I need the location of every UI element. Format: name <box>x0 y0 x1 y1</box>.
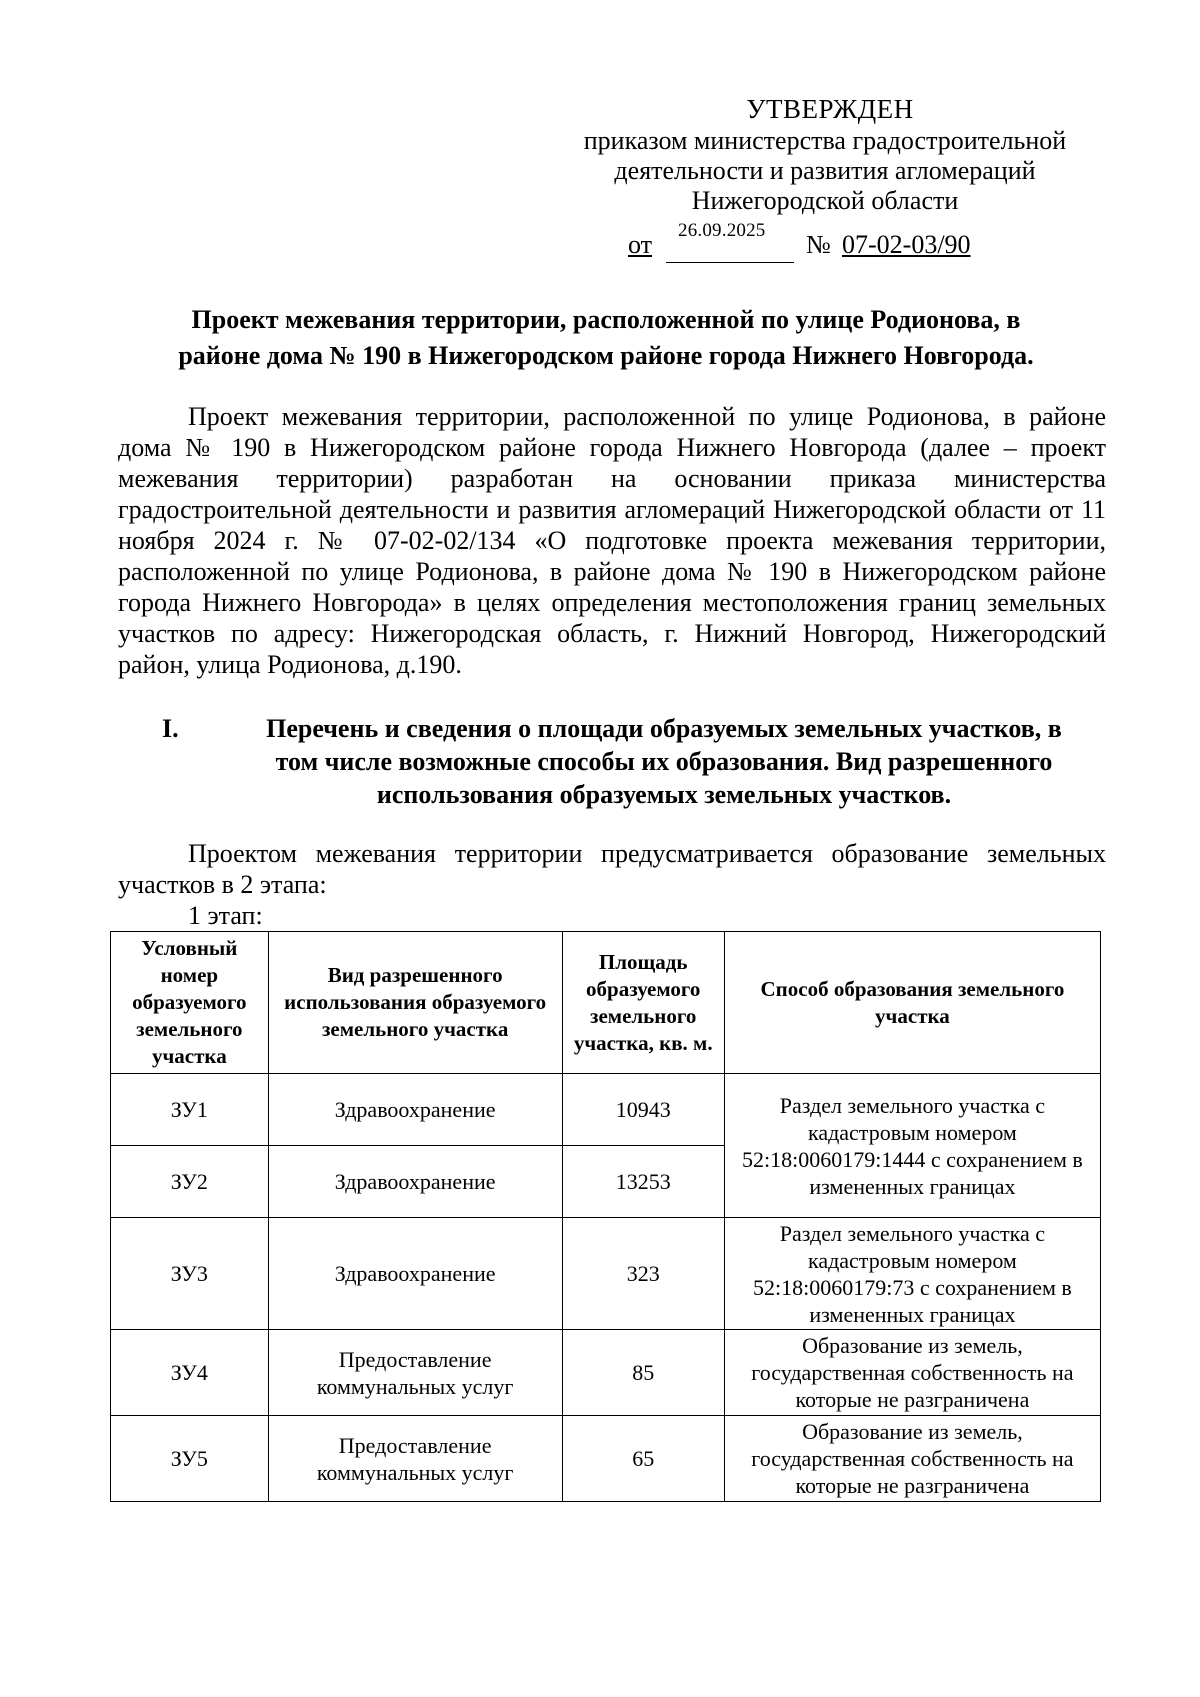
heading-line-2: районе дома № 190 в Нижегородском районе города Нижнего Новгорода. <box>178 341 1034 370</box>
stages-paragraph: Проектом межевания территории предусматривается образование земельных участков в 2 этапа: <box>118 839 1106 899</box>
order-date: 26.09.2025 <box>678 220 766 241</box>
land-plots-table <box>110 931 1101 1502</box>
cell-plot-number: ЗУ2 <box>111 1146 269 1218</box>
cell-area: 85 <box>562 1330 724 1416</box>
table-row <box>111 1416 1101 1502</box>
order-reference <box>628 220 1008 266</box>
cell-formation-method: Раздел земельного участка с кадастровым номером 52:18:0060179:1444 с сохранением в измененных границах <box>724 1074 1100 1218</box>
cell-formation-method: Образование из земель, государственная собственность на которые не разграничена <box>724 1330 1100 1416</box>
table-row <box>111 1330 1101 1416</box>
section-title-line-3: использования образуемых земельных участков. <box>376 780 952 809</box>
order-number-sign: № <box>806 230 831 259</box>
cell-formation-method: Раздел земельного участка с кадастровым номером 52:18:0060179:73 с сохранением в измененных границах <box>724 1218 1100 1330</box>
table-row <box>111 1218 1101 1330</box>
cell-formation-method: Образование из земель, государственная собственность на которые не разграничена <box>724 1416 1100 1502</box>
heading-line-1: Проект межевания территории, расположенной по улице Родионова, в <box>191 305 1021 334</box>
header-plot-number: Условный номер образуемого земельного участка <box>111 932 269 1074</box>
approval-line-3: Нижегородской области <box>691 186 959 215</box>
section-title-line-1: Перечень и сведения о площади образуемых земельных участков, в <box>266 714 1062 743</box>
cell-area: 13253 <box>562 1146 724 1218</box>
cell-plot-number: ЗУ4 <box>111 1330 269 1416</box>
cell-plot-number: ЗУ3 <box>111 1218 269 1330</box>
section-number: I. <box>162 714 179 743</box>
stage-label: 1 этап: <box>188 901 263 930</box>
cell-permitted-use: Здравоохранение <box>268 1218 562 1330</box>
cell-area: 323 <box>562 1218 724 1330</box>
section-title-line-2: том числе возможные способы их образования. Вид разрешенного <box>275 747 1053 776</box>
approval-title: УТВЕРЖДЕН <box>746 94 914 124</box>
header-area: Площадь образуемого земельного участка, кв. м. <box>562 932 724 1074</box>
document-heading <box>112 302 1100 374</box>
header-formation-method: Способ образования земельного участка <box>724 932 1100 1074</box>
cell-permitted-use: Здравоохранение <box>268 1074 562 1146</box>
cell-area: 10943 <box>562 1074 724 1146</box>
cell-area: 65 <box>562 1416 724 1502</box>
cell-plot-number: ЗУ1 <box>111 1074 269 1146</box>
table-header-row <box>111 932 1101 1074</box>
cell-permitted-use: Предоставление коммунальных услуг <box>268 1330 562 1416</box>
intro-paragraph: Проект межевания территории, расположенной по улице Родионова, в районе дома № 190 в Нижегородском районе города Нижнего Новгорода (далее – проект межевания территории) разработан на основании приказа министерства градостроительной деятельности и развития агломераций Нижегородской области от 11 ноября 2024 г. № 07-02-02/134 «О подготовке проекта межевания территории, расположенной по улице Родионова, в районе дома № 190 в Нижегородском районе города Нижнего Новгорода» в целях определения местоположения границ земельных участков по адресу: Нижегородская область, г. Нижний Новгород, Нижегородский район, улица Родионова, д.190. <box>118 402 1106 679</box>
approval-block <box>560 92 1090 216</box>
table-row <box>111 1074 1101 1146</box>
cell-permitted-use: Здравоохранение <box>268 1146 562 1218</box>
order-ot: от <box>628 230 653 259</box>
header-permitted-use: Вид разрешенного использования образуемого земельного участка <box>268 932 562 1074</box>
order-number: 07-02-03/90 <box>842 230 971 259</box>
approval-line-1: приказом министерства градостроительной <box>583 126 1067 155</box>
approval-line-2: деятельности и развития агломераций <box>614 156 1036 185</box>
cell-plot-number: ЗУ5 <box>111 1416 269 1502</box>
cell-permitted-use: Предоставление коммунальных услуг <box>268 1416 562 1502</box>
